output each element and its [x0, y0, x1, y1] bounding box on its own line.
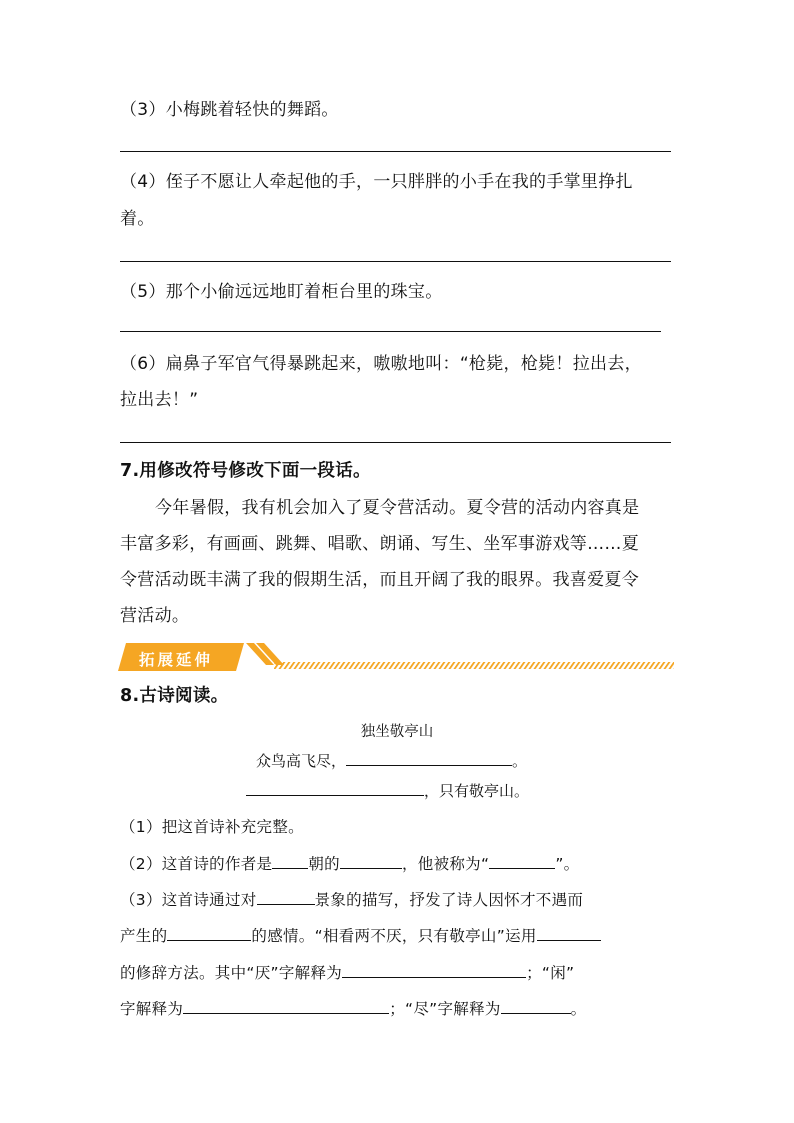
q8-sub-2-text-a: （2）这首诗的作者是	[120, 855, 273, 873]
q6-item-6-line2: 拉出去！”	[120, 390, 199, 410]
blank-jin-meaning[interactable]	[501, 998, 571, 1014]
q8-sub-1: （1）把这首诗补充完整。	[120, 818, 304, 836]
blank-yan-meaning[interactable]	[342, 962, 526, 978]
q7-title: 7.用修改符号修改下面一段话。	[120, 461, 371, 481]
q8-title: 8.古诗阅读。	[120, 686, 229, 706]
banner-stripe-bar	[274, 662, 674, 669]
blank-nickname[interactable]	[489, 853, 555, 869]
q8-sub-3-text-f: ；“闲”	[526, 964, 575, 982]
q8-sub-3-text-e: 的修辞方法。其中“厌”字解释为	[120, 964, 343, 982]
q8-sub-2-text-d: ”。	[555, 855, 580, 873]
poem-line-2	[246, 780, 529, 801]
q8-sub-3-text-c: 产生的	[120, 927, 168, 945]
poem-blank-2[interactable]	[246, 780, 424, 796]
blank-rhetoric[interactable]	[537, 925, 601, 941]
blank-xian-meaning[interactable]	[183, 998, 389, 1014]
q7-paragraph-line1: 今年暑假，我有机会加入了夏令营活动。夏令营的活动内容真是	[155, 498, 640, 518]
poem-line-1	[256, 750, 527, 771]
q8-sub-3-line3	[120, 962, 574, 984]
poem-line-2-suffix: ，只有敬亭山。	[424, 782, 530, 800]
q8-sub-3-text-h: ；“尽”字解释为	[389, 1000, 501, 1018]
q8-sub-2	[120, 853, 579, 875]
q6-item-6-line1: （6）扁鼻子军官气得暴跳起来，嗷嗷地叫：“枪毙，枪毙！拉出去，	[120, 354, 642, 374]
answer-line-5[interactable]	[120, 331, 661, 332]
answer-line-6[interactable]	[120, 442, 671, 443]
q7-paragraph-line4: 营活动。	[120, 606, 190, 626]
poem-line-1-prefix: 众鸟高飞尽，	[256, 752, 347, 770]
q8-sub-2-text-b: 朝的	[308, 855, 340, 873]
section-banner-label: 拓展延伸	[139, 651, 214, 669]
q8-sub-3-text-a: （3）这首诗通过对	[120, 891, 257, 909]
q8-sub-3-text-d: 的感情。“相看两不厌，只有敬亭山”运用	[251, 927, 537, 945]
q8-sub-3-text-i: 。	[570, 1000, 587, 1018]
q7-paragraph-line2: 丰富多彩，有画画、跳舞、唱歌、朗诵、写生、坐军事游戏等……夏	[120, 534, 639, 554]
q7-paragraph-line3: 令营活动既丰满了我的假期生活，而且开阔了我的眼界。我喜爱夏令	[120, 570, 639, 590]
q6-item-4-line1: （4）侄子不愿让人牵起他的手，一只胖胖的小手在我的手掌里挣扎	[120, 172, 633, 192]
blank-feeling[interactable]	[167, 925, 251, 941]
q8-sub-3-line1	[120, 889, 583, 911]
q8-sub-3-line2	[120, 925, 601, 947]
poem-line-1-suffix: 。	[512, 752, 528, 770]
q6-item-3: （3）小梅跳着轻快的舞蹈。	[120, 100, 339, 120]
q8-sub-3-text-g: 字解释为	[120, 1000, 184, 1018]
blank-scene[interactable]	[257, 889, 315, 905]
q6-item-5: （5）那个小偷远远地盯着柜台里的珠宝。	[120, 282, 443, 302]
answer-line-3[interactable]	[120, 151, 671, 152]
q6-item-4-line2: 着。	[120, 209, 155, 229]
q8-sub-3-text-b: 景象的描写，抒发了诗人因怀才不遇而	[314, 891, 584, 909]
answer-line-4[interactable]	[120, 261, 671, 262]
poem-blank-1[interactable]	[346, 750, 512, 766]
poem-title: 独坐敬亭山	[360, 724, 434, 740]
blank-dynasty[interactable]	[272, 853, 308, 869]
q8-sub-3-line4	[120, 998, 586, 1020]
blank-author[interactable]	[340, 853, 402, 869]
q8-sub-2-text-c: ，他被称为“	[401, 855, 490, 873]
